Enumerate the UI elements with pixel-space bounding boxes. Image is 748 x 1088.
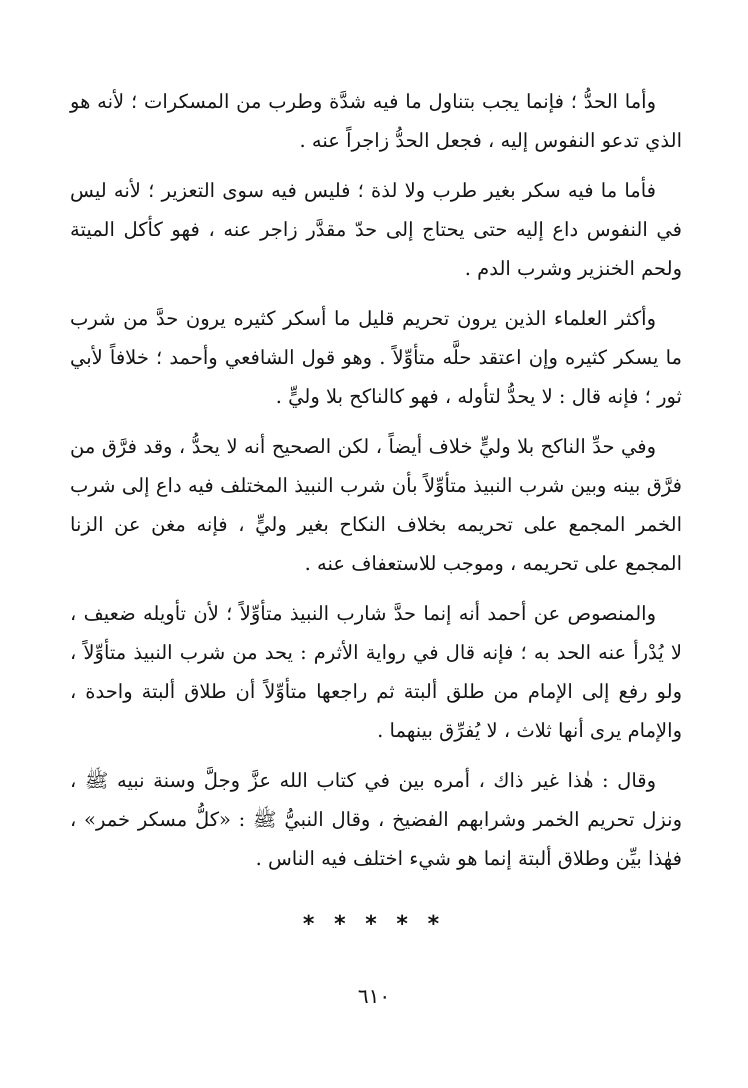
paragraph-4: وفي حدِّ الناكح بلا وليٍّ خلاف أيضاً ، لكن الصحيح أنه لا يحدُّ ، وقد فرَّق من فرَّق بينه وبين شرب النبيذ متأوِّلاً بأن شرب النبيذ المختلف فيه داع إلى شرب الخمر المجمع على تحريمه بخلاف النكاح بغير وليٍّ ، فإنه مغن عن الزنا المجمع على تحريمه ، وموجب للاستعفاف عنه .: [70, 435, 682, 575]
paragraph-3: وأكثر العلماء الذين يرون تحريم قليل ما أسكر كثيره يرون حدَّ من شرب ما يسكر كثيره وإن اعتقد حلَّه متأوِّلاً . وهو قول الشافعي وأحمد ؛ خلافاً لأبي ثور ؛ فإنه قال : لا يحدُّ لتأوله ، فهو كالناكح بلا وليٍّ .: [70, 307, 682, 408]
paragraph-1: وأما الحدُّ ؛ فإنما يجب بتناول ما فيه شدَّة وطرب من المسكرات ؛ لأنه هو الذي تدعو النفوس إليه ، فجعل الحدُّ زاجراً عنه .: [70, 90, 682, 152]
paragraph-5: والمنصوص عن أحمد أنه إنما حدَّ شارب النبيذ متأوِّلاً ؛ لأن تأويله ضعيف ، لا يُدْرأ عنه الحد به ؛ فإنه قال في رواية الأثرم : يحد من شرب النبيذ متأوِّلاً ، ولو رفع إلى الإمام من طلق ألبتة ثم راجعها متأوِّلاً أن طلاق ألبتة واحدة ، والإمام يرى أنها ثلاث ، لا يُفرِّق بينهما .: [70, 602, 682, 742]
paragraph-2: فأما ما فيه سكر بغير طرب ولا لذة ؛ فليس فيه سوى التعزير ؛ لأنه ليس في النفوس داع إليه حتى يحتاج إلى حدّ مقدَّر زاجر عنه ، فهو كأكل الميتة ولحم الخنزير وشرب الدم .: [70, 179, 682, 280]
section-separator: * * * * *: [302, 912, 446, 937]
page-number: ٦١٠: [357, 984, 391, 1008]
paragraph-6: وقال : هٰذا غير ذاك ، أمره بين في كتاب الله عزَّ وجلَّ وسنة نبيه ﷺ ، ونزل تحريم الخمر وشرابهم الفضيخ ، وقال النبيُّ ﷺ : «كلُّ مسكر خمر» ، فهٰذا بيِّن وطلاق ألبتة إنما هو شيء اختلف فيه الناس .: [70, 769, 682, 870]
page-body: [70, 82, 682, 889]
